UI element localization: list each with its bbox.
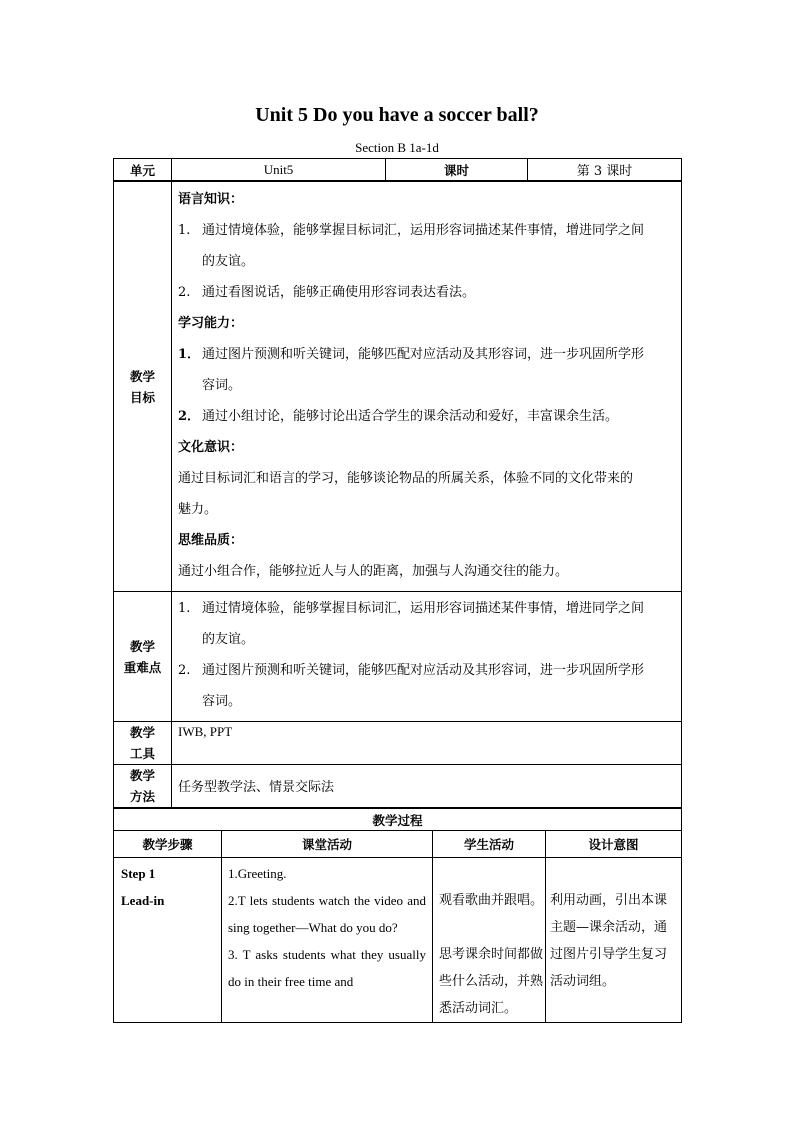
- process-heading: 教学过程: [114, 809, 682, 831]
- period-value: 第 3 课时: [528, 159, 682, 181]
- key-points-content: [172, 592, 682, 722]
- tools-label: 教学 工具: [114, 722, 172, 765]
- col-activity: 课堂活动: [222, 831, 433, 858]
- language-item-1: 1. 通过情境体验，能够掌握目标词汇，运用形容词描述某件事情，增进同学之间 的友谊。: [178, 223, 645, 269]
- language-heading: 语言知识：: [178, 192, 244, 207]
- process-table: [113, 808, 682, 1023]
- period-label: 课时: [386, 159, 528, 181]
- methods-label: 教学 方法: [114, 765, 172, 808]
- info-table: [113, 158, 682, 181]
- ability-item-2: 2． 通过小组讨论，能够讨论出适合学生的课余活动和爱好，丰富课余生活。: [178, 409, 619, 424]
- thinking-heading: 思维品质：: [178, 533, 244, 548]
- objectives-label: 教学 目标: [114, 182, 172, 592]
- unit-label: 单元: [114, 159, 172, 181]
- culture-text: 通过目标词汇和语言的学习，能够谈论物品的所属关系，体验不同的文化带来的 魅力。: [178, 471, 634, 517]
- tools-value: IWB, PPT: [172, 722, 682, 765]
- col-step: 教学步骤: [114, 831, 222, 858]
- key-points-row: [114, 592, 682, 722]
- ability-item-1: 1． 通过图片预测和听关键词，能够匹配对应活动及其形容词，进一步巩固所学形 容词。: [178, 347, 645, 393]
- table-row: [114, 858, 682, 1023]
- col-student: 学生活动: [433, 831, 546, 858]
- tools-row: [114, 722, 682, 765]
- col-intent: 设计意图: [546, 831, 682, 858]
- key-point-2: 2. 通过图片预测和听关键词，能够匹配对应活动及其形容词，进一步巩固所学形 容词。: [178, 663, 645, 709]
- key-points-label: 教学 重难点: [114, 592, 172, 722]
- design-intent-cell: 利用动画，引出本课主题—课余活动，通过图片引导学生复习活动词组。: [546, 858, 682, 1023]
- unit-value: Unit5: [172, 159, 386, 181]
- methods-row: [114, 765, 682, 808]
- methods-value: 任务型教学法、情景交际法: [172, 765, 682, 808]
- step-cell: Step 1 Lead-in: [114, 858, 222, 1023]
- document-subtitle: Section B 1a-1d: [355, 140, 439, 155]
- objectives-table: [113, 181, 682, 808]
- document-title: Unit 5 Do you have a soccer ball?: [255, 104, 539, 126]
- activity-cell: 1.Greeting. 2.T lets students watch the video and sing together—What do you do? 3. T asks students what they usually do in their free time and: [222, 858, 433, 1023]
- language-item-2: 2. 通过看图说话，能够正确使用形容词表达看法。: [178, 285, 476, 300]
- thinking-text: 通过小组合作，能够拉近人与人的距离，加强与人沟通交往的能力。: [178, 564, 569, 579]
- culture-heading: 文化意识：: [178, 440, 244, 455]
- lesson-plan: [113, 158, 681, 1023]
- key-point-1: 1. 通过情境体验，能够掌握目标词汇，运用形容词描述某件事情，增进同学之间 的友谊。: [178, 601, 645, 647]
- ability-heading: 学习能力：: [178, 316, 244, 331]
- objectives-content: [172, 182, 682, 592]
- student-activity-cell: 观看歌曲并跟唱。 思考课余时间都做些什么活动，并熟悉活动词汇。: [433, 858, 546, 1023]
- objectives-row: [114, 182, 682, 592]
